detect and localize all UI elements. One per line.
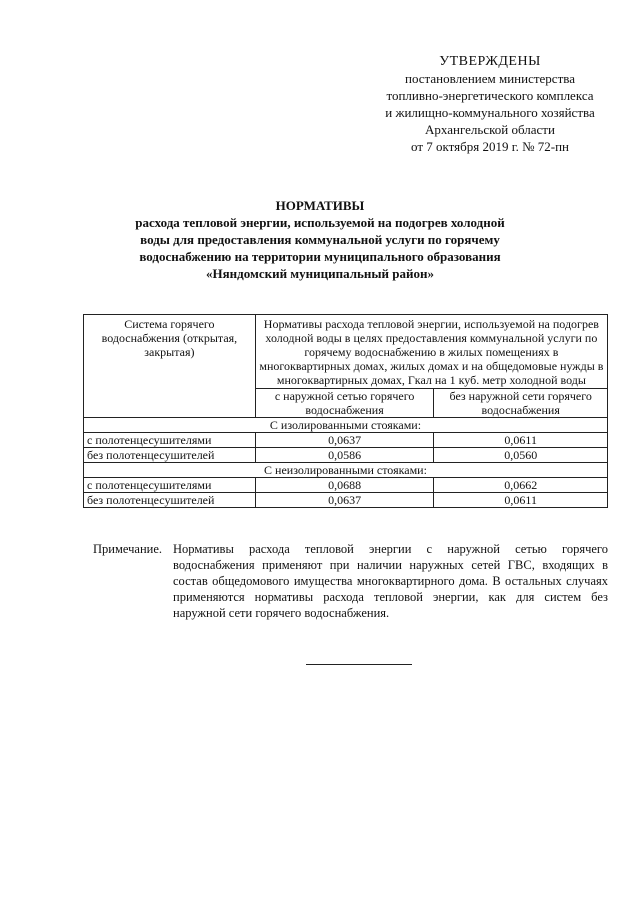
row-label-cell: без полотенцесушителей — [84, 493, 256, 508]
header-with-network-cell: с наружной сетью горячего водоснабжения — [255, 389, 434, 418]
title-line: водоснабжению на территории муниципального образования — [139, 249, 501, 264]
section-title-cell: С неизолированными стояками: — [84, 463, 608, 478]
header-system-cell: Система горячего водоснабжения (открытая, закрытая) — [84, 315, 256, 418]
value-with-network-cell: 0,0637 — [255, 433, 434, 448]
table-row — [84, 493, 608, 508]
document-title — [70, 197, 570, 282]
table-header-row — [84, 315, 608, 389]
approval-stamp — [340, 53, 640, 155]
approval-line: Архангельской области — [425, 122, 555, 137]
note-label: Примечание. — [93, 542, 163, 556]
table-section-row — [84, 418, 608, 433]
row-label-cell: с полотенцесушителями — [84, 433, 256, 448]
value-without-network-cell: 0,0611 — [434, 493, 608, 508]
table-row — [84, 478, 608, 493]
title-line: расхода тепловой энергии, используемой на подогрев холодной — [135, 215, 505, 230]
title-line: воды для предоставления коммунальной услуги по горячему — [140, 232, 500, 247]
table-section-row — [84, 463, 608, 478]
table-row — [84, 433, 608, 448]
header-norms-cell: Нормативы расхода тепловой энергии, используемой на подогрев холодной воды в целях предоставления коммунальной услуги по горячему водоснабжению в жилых помещениях в многоквартирных домах, жилых домах и на общедомовые нужды в многоквартирных домах, Гкал на 1 куб. метр холодной воды — [255, 315, 607, 389]
header-without-network-cell: без наружной сети горячего водоснабжения — [434, 389, 608, 418]
approval-heading: УТВЕРЖДЕНЫ — [439, 54, 541, 69]
approval-line: и жилищно-коммунального хозяйства — [385, 105, 595, 120]
row-label-cell: без полотенцесушителей — [84, 448, 256, 463]
closing-rule — [306, 664, 412, 665]
norms-table — [83, 314, 608, 508]
note-text: Нормативы расхода тепловой энергии с наружной сетью горячего водоснабжения применяют при наличии наружных сетей ГВС, входящих в состав общедомового имущества многоквартирного дома. В остальных случаях применяются нормативы расхода тепловой энергии, как для систем без наружной сети горячего водоснабжения. — [173, 542, 608, 620]
table-row — [84, 448, 608, 463]
value-with-network-cell: 0,0586 — [255, 448, 434, 463]
value-without-network-cell: 0,0611 — [434, 433, 608, 448]
approval-date-line: от 7 октября 2019 г. № 72-пн — [411, 139, 569, 154]
row-label-cell: с полотенцесушителями — [84, 478, 256, 493]
note-block — [93, 541, 608, 621]
approval-line: постановлением министерства — [404, 71, 575, 86]
value-without-network-cell: 0,0560 — [434, 448, 608, 463]
value-with-network-cell: 0,0688 — [255, 478, 434, 493]
value-with-network-cell: 0,0637 — [255, 493, 434, 508]
approval-line: топливно-энергетического комплекса — [386, 88, 594, 103]
title-line: «Няндомский муниципальный район» — [206, 266, 434, 281]
title-heading: НОРМАТИВЫ — [275, 198, 365, 213]
value-without-network-cell: 0,0662 — [434, 478, 608, 493]
section-title-cell: С изолированными стояками: — [84, 418, 608, 433]
